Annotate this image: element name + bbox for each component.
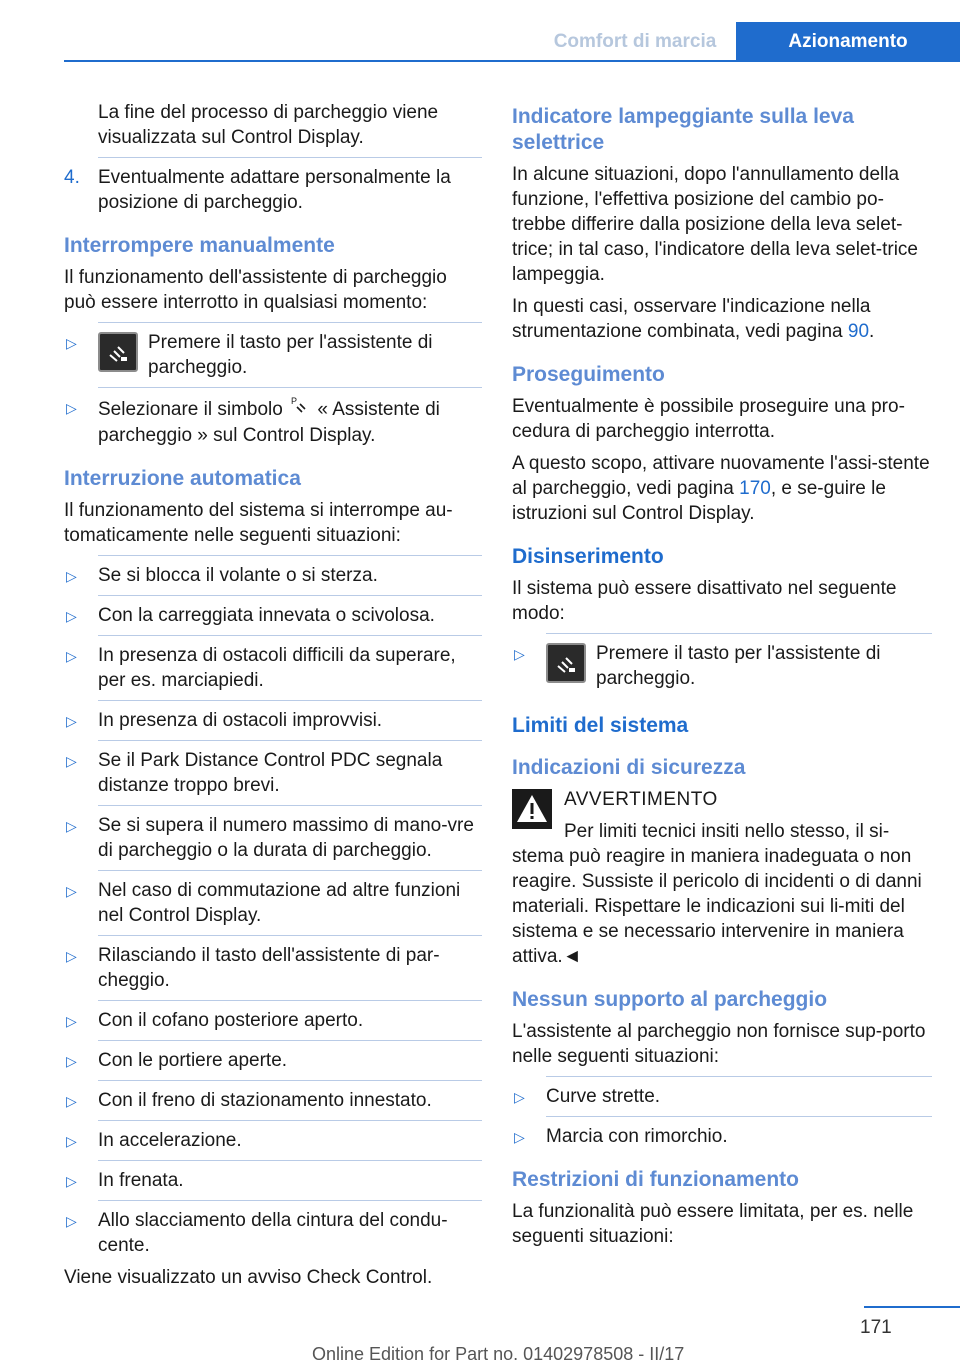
safety-heading: Indicazioni di sicurezza bbox=[512, 756, 746, 779]
list-item-text: Nel caso di commutazione ad altre funzioni nel Control Display. bbox=[98, 880, 461, 926]
continue-text-2-body: A questo scopo, attivare nuovamente l'assi-stente al parcheggio, vedi pagina bbox=[512, 453, 930, 499]
triangle-bullet-icon: ▷ bbox=[66, 713, 77, 729]
triangle-bullet-icon: ▷ bbox=[514, 1129, 525, 1145]
list-item-text: Con il freno di stazionamento innestato. bbox=[98, 1090, 432, 1111]
list-item-text: Se si supera il numero massimo di mano-vre di parcheggio o la durata di parcheggio. bbox=[98, 815, 474, 861]
outro-text: Viene visualizzato un avviso Check Control. bbox=[64, 1267, 433, 1288]
separator bbox=[98, 555, 482, 556]
footer-rule bbox=[864, 1306, 960, 1308]
auto-list bbox=[64, 555, 482, 1258]
step-number: 4. bbox=[64, 167, 80, 188]
continue-text-3: , e se-guire le istruzioni sul Control Display. bbox=[512, 478, 886, 524]
list-item-text: Allo slacciamento della cintura del condu-cente. bbox=[98, 1210, 448, 1256]
off-heading: Disinserimento bbox=[512, 545, 664, 568]
triangle-bullet-icon: ▷ bbox=[66, 400, 77, 416]
separator bbox=[98, 1160, 482, 1161]
list-item bbox=[64, 395, 482, 448]
svg-text:P: P bbox=[291, 396, 298, 406]
list-item bbox=[64, 330, 482, 380]
separator bbox=[98, 387, 482, 388]
edition-note: Online Edition for Part no. 01402978508 - II/17 bbox=[312, 1344, 685, 1364]
blink-heading: Indicatore lampeggiante sulla leva selettrice bbox=[512, 105, 854, 154]
warning-block bbox=[512, 787, 932, 969]
triangle-bullet-icon: ▷ bbox=[66, 1173, 77, 1189]
list-item bbox=[64, 1128, 482, 1153]
separator bbox=[98, 700, 482, 701]
page-header bbox=[0, 0, 960, 62]
list-item-text: Se il Park Distance Control PDC segnala distanze troppo brevi. bbox=[98, 750, 443, 796]
auto-text: Il funzionamento del sistema si interrompe au-tomaticamente nelle seguenti situazioni: bbox=[64, 500, 453, 546]
continue-text-2 bbox=[512, 451, 932, 526]
triangle-bullet-icon: ▷ bbox=[66, 1093, 77, 1109]
header-rule bbox=[64, 60, 960, 62]
list-item bbox=[64, 748, 482, 798]
restrict-text: La funzionalità può essere limitata, per es. nelle seguenti situazioni: bbox=[512, 1201, 914, 1247]
list-item-text: « Assistente di parcheggio » sul Control Display. bbox=[98, 399, 440, 446]
triangle-bullet-icon: ▷ bbox=[66, 753, 77, 769]
separator bbox=[546, 1116, 932, 1117]
left-column bbox=[64, 100, 482, 1297]
triangle-bullet-icon: ▷ bbox=[66, 883, 77, 899]
list-item bbox=[512, 641, 932, 691]
separator bbox=[98, 1040, 482, 1041]
list-item bbox=[64, 603, 482, 628]
separator bbox=[98, 870, 482, 871]
continue-text: Eventualmente è possibile proseguire una pro-cedura di parcheggio interrotta. bbox=[512, 396, 905, 442]
continue-heading: Proseguimento bbox=[512, 363, 665, 386]
separator bbox=[98, 935, 482, 936]
separator bbox=[546, 1076, 932, 1077]
list-item-text: Marcia con rimorchio. bbox=[546, 1126, 728, 1147]
triangle-bullet-icon: ▷ bbox=[66, 335, 77, 351]
list-item bbox=[512, 1124, 932, 1149]
list-item bbox=[64, 813, 482, 863]
list-item-text: Premere il tasto per l'assistente di parcheggio. bbox=[148, 332, 433, 378]
list-item bbox=[64, 1008, 482, 1033]
triangle-bullet-icon: ▷ bbox=[66, 648, 77, 664]
section-tab[interactable]: Comfort di marcia bbox=[553, 31, 717, 52]
list-item bbox=[64, 563, 482, 588]
blink-text-2: In questi casi, osservare l'indicazione nella strumentazione combinata, vedi pagina 90. bbox=[512, 296, 875, 342]
list-item-text: Con il cofano posteriore aperto. bbox=[98, 1010, 364, 1031]
separator bbox=[98, 1120, 482, 1121]
separator bbox=[98, 740, 482, 741]
off-text: Il sistema può essere disattivato nel seguente modo: bbox=[512, 578, 897, 624]
list-item bbox=[64, 643, 482, 693]
warning-triangle-icon bbox=[512, 789, 552, 829]
list-item-text: Curve strette. bbox=[546, 1086, 661, 1107]
list-item bbox=[512, 1084, 932, 1109]
step-text: Eventualmente adattare personalmente la posizione di parcheggio. bbox=[98, 167, 451, 213]
page-number: 171 bbox=[860, 1317, 892, 1338]
triangle-bullet-icon: ▷ bbox=[66, 1053, 77, 1069]
list-item-text: In presenza di ostacoli difficili da superare, per es. marciapiedi. bbox=[98, 645, 456, 691]
separator bbox=[98, 1080, 482, 1081]
triangle-bullet-icon: ▷ bbox=[514, 646, 525, 662]
triangle-bullet-icon: ▷ bbox=[66, 1213, 77, 1229]
list-item-text: In accelerazione. bbox=[98, 1130, 242, 1151]
list-item-text: Rilasciando il tasto dell'assistente di par-cheggio. bbox=[98, 945, 440, 991]
separator bbox=[546, 633, 932, 634]
separator bbox=[98, 805, 482, 806]
step-4 bbox=[64, 165, 482, 215]
list-item-text: Con la carreggiata innevata o scivolosa. bbox=[98, 605, 435, 626]
list-item-text: Selezionare il simbolo bbox=[98, 399, 283, 420]
parking-assistant-button-icon bbox=[98, 332, 138, 372]
list-item bbox=[64, 1208, 482, 1258]
separator bbox=[98, 322, 482, 323]
nosupport-text: L'assistente al parcheggio non fornisce sup-porto nelle seguenti situazioni: bbox=[512, 1021, 926, 1067]
triangle-bullet-icon: ▷ bbox=[66, 608, 77, 624]
list-item-text: Con le portiere aperte. bbox=[98, 1050, 288, 1071]
list-item bbox=[64, 943, 482, 993]
list-item bbox=[64, 1048, 482, 1073]
list-item-text: In frenata. bbox=[98, 1170, 184, 1191]
page-link-90[interactable]: 90 bbox=[847, 321, 870, 342]
triangle-bullet-icon: ▷ bbox=[66, 1133, 77, 1149]
separator bbox=[98, 1200, 482, 1201]
list-item-text: In presenza di ostacoli improvvisi. bbox=[98, 710, 383, 731]
manual-text: Il funzionamento dell'assistente di parcheggio può essere interrotto in qualsiasi momento: bbox=[64, 267, 447, 313]
triangle-bullet-icon: ▷ bbox=[66, 948, 77, 964]
page-link-170[interactable]: 170 bbox=[739, 478, 771, 499]
list-item bbox=[64, 708, 482, 733]
triangle-bullet-icon: ▷ bbox=[514, 1089, 525, 1105]
parking-assistant-button-icon bbox=[546, 643, 586, 683]
manual-heading: Interrompere manualmente bbox=[64, 234, 335, 257]
auto-heading: Interruzione automatica bbox=[64, 467, 301, 490]
nosupport-heading: Nessun supporto al parcheggio bbox=[512, 988, 828, 1011]
blink-text-2-body: In questi casi, osservare l'indicazione nella strumentazione combinata, vedi pagina bbox=[512, 296, 871, 342]
blink-text: In alcune situazioni, dopo l'annullamento della funzione, l'effettiva posizione del cambio po-trebbe differire dalla posizione della leva selet-trice; in tal caso, l'indicatore della leva selet-trice lampeggia. bbox=[512, 164, 918, 285]
triangle-bullet-icon: ▷ bbox=[66, 1013, 77, 1029]
triangle-bullet-icon: ▷ bbox=[66, 818, 77, 834]
restrict-heading: Restrizioni di funzionamento bbox=[512, 1168, 799, 1191]
warning-text: Per limiti tecnici insiti nello stesso, il si-stema può reagire in maniera inadeguata o non reagire. Sussiste il pericolo di incidenti o di danni materiali. Rispettare le indicazioni sui li-miti del sistema e se necessario intervenire in maniera attiva.◄ bbox=[512, 821, 922, 967]
list-item bbox=[64, 1168, 482, 1193]
list-item-text: Se si blocca il volante o si sterza. bbox=[98, 565, 378, 586]
right-column bbox=[512, 100, 932, 1256]
chapter-tab[interactable]: Azionamento bbox=[736, 22, 960, 62]
intro-text: La fine del processo di parcheggio viene visualizzata sul Control Display. bbox=[98, 102, 439, 148]
list-item-text: Premere il tasto per l'assistente di parcheggio. bbox=[596, 643, 881, 689]
list-item bbox=[64, 878, 482, 928]
separator bbox=[98, 635, 482, 636]
separator bbox=[98, 157, 482, 158]
list-item bbox=[64, 1088, 482, 1113]
triangle-bullet-icon: ▷ bbox=[66, 568, 77, 584]
separator bbox=[98, 595, 482, 596]
parking-symbol-icon bbox=[288, 395, 312, 423]
separator bbox=[98, 1000, 482, 1001]
limits-heading: Limiti del sistema bbox=[512, 714, 689, 737]
warning-title: AVVERTIMENTO bbox=[564, 789, 718, 810]
